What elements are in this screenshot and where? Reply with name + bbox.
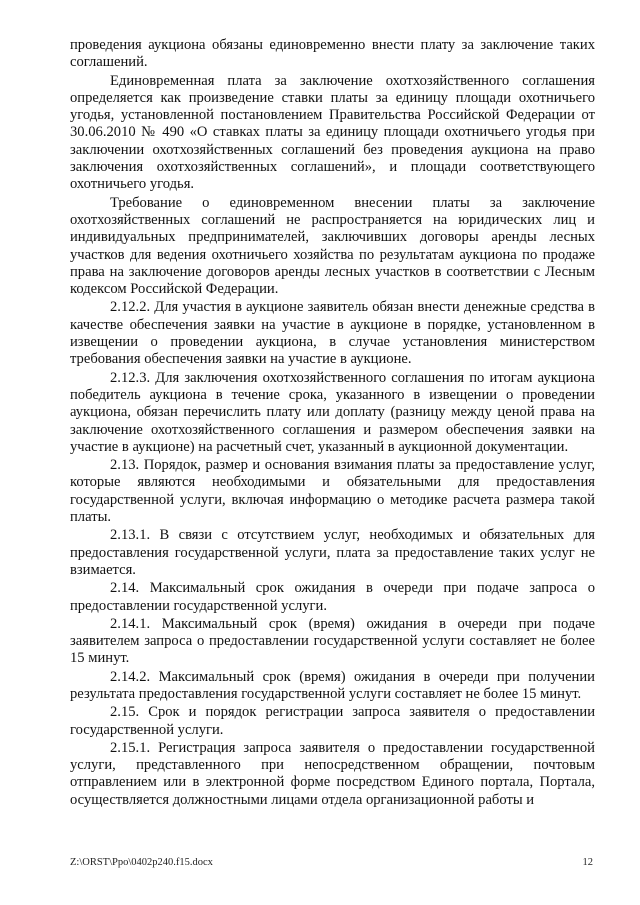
paragraph-fee-exemption: Требование о единовременном внесении платы за заключение охотхозяйственных соглашений не распространяется на юридических лиц и индивидуальных предпринимателей, заключивших договоры аренды лесных участков для ведения охотничьего хозяйства по результатам аукциона по продаже права на заключение договоров аренды лесных участков в соответствии с Лесным кодексом Российской Федерации. (70, 194, 595, 298)
paragraph-2-13: 2.13. Порядок, размер и основания взимания платы за предоставление услуг, которые являются необходимыми и обязательными для предоставления государственной услуги, включая информацию о методике расчета размера такой платы. (70, 457, 595, 526)
paragraph-2-14: 2.14. Максимальный срок ожидания в очереди при подаче запроса о предоставлении государственной услуги. (70, 580, 595, 614)
paragraph-fee-definition: Единовременная плата за заключение охотхозяйственного соглашения определяется как произведение ставки платы за единицу площади охотничьего угодья, установленной постановлением Правительства Российской Федерации от 30.06.2010 № 490 «О ставках платы за единицу площади охотничьего угодья при заключении охотхозяйственных соглашений без проведения аукциона на право заключения охотхозяйственных соглашений», и площади соответствующего охотничьего угодья. (70, 72, 595, 193)
paragraph-2-14-1: 2.14.1. Максимальный срок (время) ожидания в очереди при подаче заявителем запроса о предоставлении государственной услуги составляет не более 15 минут. (70, 615, 595, 667)
paragraph-2-15-1: 2.15.1. Регистрация запроса заявителя о предоставлении государственной услуги, представленного при непосредственном обращении, почтовым отправлением или в электронной форме посредством Единого портала, Портала, осуществляется должностными лицами отдела организационной работы и (70, 739, 595, 808)
paragraph-continuation: проведения аукциона обязаны единовременно внести плату за заключение таких соглашений. (70, 37, 595, 71)
paragraph-2-15: 2.15. Срок и порядок регистрации запроса заявителя о предоставлении государственной услуги. (70, 704, 595, 738)
paragraph-2-12-2: 2.12.2. Для участия в аукционе заявитель обязан внести денежные средства в качестве обеспечения заявки на участие в аукционе в порядке, установленном в извещении о проведении аукциона, в случае установления министерством требования обеспечения заявки на участие в аукционе. (70, 299, 595, 368)
paragraph-2-14-2: 2.14.2. Максимальный срок (время) ожидания в очереди при получении результата предоставления государственной услуги составляет не более 15 минут. (70, 668, 595, 702)
footer-page-number: 12 (582, 857, 593, 868)
page-footer (70, 855, 595, 871)
paragraph-2-12-3: 2.12.3. Для заключения охотхозяйственного соглашения по итогам аукциона победитель аукциона в течение срока, указанного в извещении о проведении аукциона, обязан перечислить плату или доплату (разницу между ценой права на заключение охотхозяйственного соглашения и размером обеспечения заявки на участие в аукционе) на расчетный счет, указанный в аукционной документации. (70, 369, 595, 455)
document-body (70, 37, 595, 810)
footer-file-path: Z:\ORST\Ppo\0402p240.f15.docx (70, 857, 213, 868)
paragraph-2-13-1: 2.13.1. В связи с отсутствием услуг, необходимых и обязательных для предоставления государственной услуги, плата за предоставление таких услуг не взимается. (70, 527, 595, 578)
